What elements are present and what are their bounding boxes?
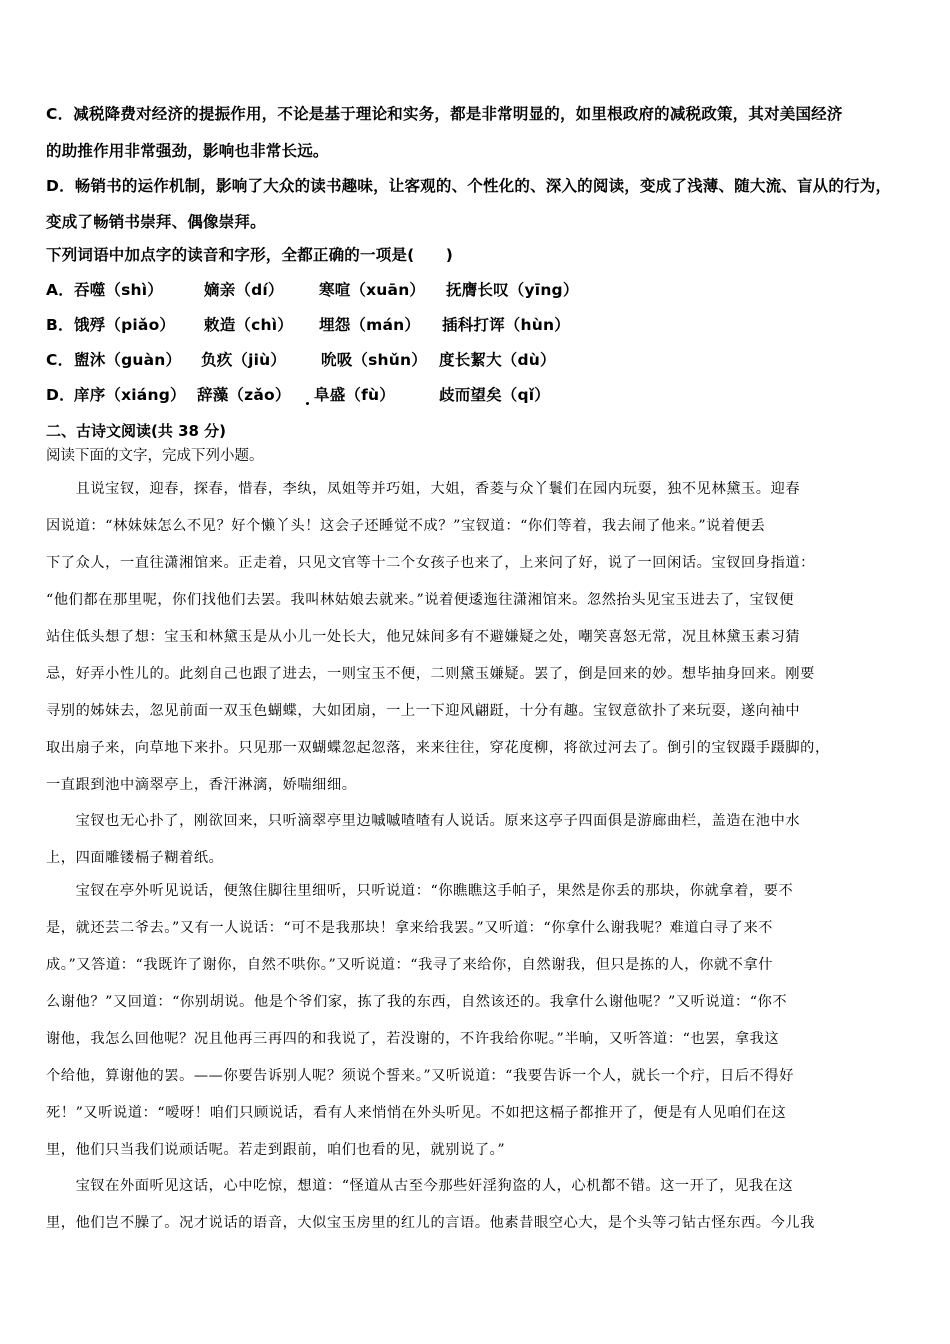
- passage-line: 里，他们只当我们说顽话呢。若走到跟前，咱们也看的见，就别说了。”: [46, 1142, 506, 1158]
- choice-a-label: A．: [46, 281, 74, 299]
- passage-line: 下了众人，一直往潇湘馆来。正走着，只见文官等十二个女孩子也来了，上来问了好，说了一回闲话。宝钗回身指道：: [46, 555, 815, 571]
- passage-line: 站住低头想了想：宝玉和林黛玉是从小儿一处长大，他兄妹间多有不避嫌疑之处，嘲笑喜怒无常，况且林黛玉素习猜: [46, 629, 801, 645]
- passage-line: 里，他们岂不臊了。况才说话的语音，大似宝玉房里的红儿的言语。他素昔眼空心大，是个头等刁钻古怪东西。今儿我: [46, 1215, 815, 1231]
- choice-c-item-4: 度长絜大（dù）: [439, 351, 556, 369]
- reading-instruction: 阅读下面的文字，完成下列小题。: [46, 448, 264, 464]
- choice-a-item-2: 嫡亲（dí）: [204, 281, 284, 299]
- passage-line: 死！”又听说道：“嗳呀！咱们只顾说话，看有人来悄悄在外头听见。不如把这槅子都推开了，便是有人见咱们在这: [46, 1105, 787, 1121]
- question-stem: 下列词语中加点字的读音和字形，全都正确的一项是( ): [46, 246, 454, 264]
- choice-b-item-4: 插科打诨（hùn）: [442, 316, 570, 334]
- passage-line: 个给他，算谢他的罢。——你要告诉别人呢？须说个誓来。”又听说道：“我要告诉一个人，就长一个疔，日后不得好: [46, 1068, 794, 1084]
- section-title: 二、古诗文阅读(共 38 分): [46, 422, 227, 440]
- passage-line: 寻别的姊妹去，忽见前面一双玉色蝴蝶，大如团扇，一上一下迎风翩跹，十分有趣。宝钗意欲扑了来玩耍，遂向袖中: [46, 703, 801, 719]
- passage-line: 成。”又答道：“我既许了谢你，自然不哄你。”又听说道：“我寻了来给你，自然谢我，但只是拣的人，你就不拿什: [46, 957, 774, 973]
- passage-line: 一直跟到池中滴翠亭上，香汗淋漓，娇喘细细。: [46, 777, 357, 793]
- choice-c-item-3: 吮吸（shǔn）: [321, 351, 427, 369]
- choice-b-item-1: 饿殍（piǎo）: [74, 316, 176, 334]
- choice-c-item-1: 盥沐（guàn）: [74, 351, 182, 369]
- passage-line: 么谢他？”又回道：“你别胡说。他是个爷们家，拣了我的东西，自然该还的。我拿什么谢他呢？”又听说道：“你不: [46, 994, 788, 1010]
- choice-d-item-2: 辞藻（zǎo）: [197, 386, 291, 404]
- option-d-line-1: D．畅销书的运作机制，影响了大众的读书趣味，让客观的、个性化的、深入的阅读，变成了浅薄、随大流、盲从的行为，: [46, 177, 892, 195]
- choice-c-item-2: 负疚（jiù）: [201, 351, 287, 369]
- passage-line: 忌，好弄小性儿的。此刻自己也跟了进去，一则宝玉不便，二则黛玉嫌疑。罢了，倒是回来的妙。想毕抽身回来。刚要: [46, 666, 815, 682]
- choice-d-item-3: 阜盛（fù）: [314, 386, 395, 404]
- choice-b-label: B．: [46, 316, 74, 334]
- choice-d-item-4: 歧而望矣（qǐ）: [439, 386, 551, 404]
- passage-line: 因说道：“林妹妹怎么不见？好个懒丫头！这会子还睡觉不成？”宝钗道：“你们等着，我去闹了他来。”说着便丢: [46, 518, 766, 534]
- option-c-line-2: 的助推作用非常强劲，影响也非常长远。: [46, 142, 329, 160]
- option-c-line-1: C．减税降费对经济的提振作用，不论是基于理论和实务，都是非常明显的，如里根政府的减税政策，其对美国经济: [46, 105, 843, 123]
- choice-b-item-2: 敕造（chì）: [204, 316, 293, 334]
- passage-line: 宝钗也无心扑了，刚欲回来，只听滴翠亭里边嘁嘁喳喳有人说话。原来这亭子四面俱是游廊曲栏，盖造在池中水: [46, 813, 801, 829]
- choice-a-item-3: 寒喧（xuān）: [319, 281, 426, 299]
- passage-line: 上，四面雕镂槅子糊着纸。: [46, 850, 224, 866]
- passage-line: 且说宝钗，迎春，探春，惜春，李纨，凤姐等并巧姐，大姐，香菱与众丫鬟们在园内玩耍，独不见林黛玉。迎春: [46, 481, 801, 497]
- choice-d-item-1: 庠序（xiáng）: [74, 386, 186, 404]
- choice-c-label: C．: [46, 351, 74, 369]
- passage-line: 宝钗在亭外听见说话，便煞住脚往里细听，只听说道：“你瞧瞧这手帕子，果然是你丢的那块，你就拿着，要不: [46, 883, 794, 899]
- emphasis-dot: [306, 402, 309, 405]
- choice-d-label: D．: [46, 386, 75, 404]
- passage-line: 是，就还芸二爷去。”又有一人说话：“可不是我那块！拿来给我罢。”又听道：“你拿什么谢我呢？难道白寻了来不: [46, 920, 774, 936]
- passage-line: 宝钗在外面听见这话，心中吃惊，想道：“怪道从古至今那些奸淫狗盗的人，心机都不错。这一开了，见我在这: [46, 1178, 794, 1194]
- passage-line: 谢他，我怎么回他呢？况且他再三再四的和我说了，若没谢的，不许我给你呢。”半晌，又听答道：“也罢，拿我这: [46, 1031, 780, 1047]
- passage-line: 取出扇子来，向草地下来扑。只见那一双蝴蝶忽起忽落，来来往往，穿花度柳，将欲过河去了。倒引的宝钗蹑手蹑脚的，: [46, 740, 830, 756]
- choice-a-item-1: 吞噬（shì）: [74, 281, 163, 299]
- choice-b-item-3: 埋怨（mán）: [319, 316, 421, 334]
- option-d-line-2: 变成了畅销书崇拜、偶像崇拜。: [46, 213, 266, 231]
- choice-a-item-4: 抚膺长叹（yīng）: [446, 281, 579, 299]
- passage-line: “他们都在那里呢，你们找他们去罢。我叫林姑娘去就来。”说着便逶迤往潇湘馆来。忽然抬头见宝玉进去了，宝钗便: [46, 592, 794, 608]
